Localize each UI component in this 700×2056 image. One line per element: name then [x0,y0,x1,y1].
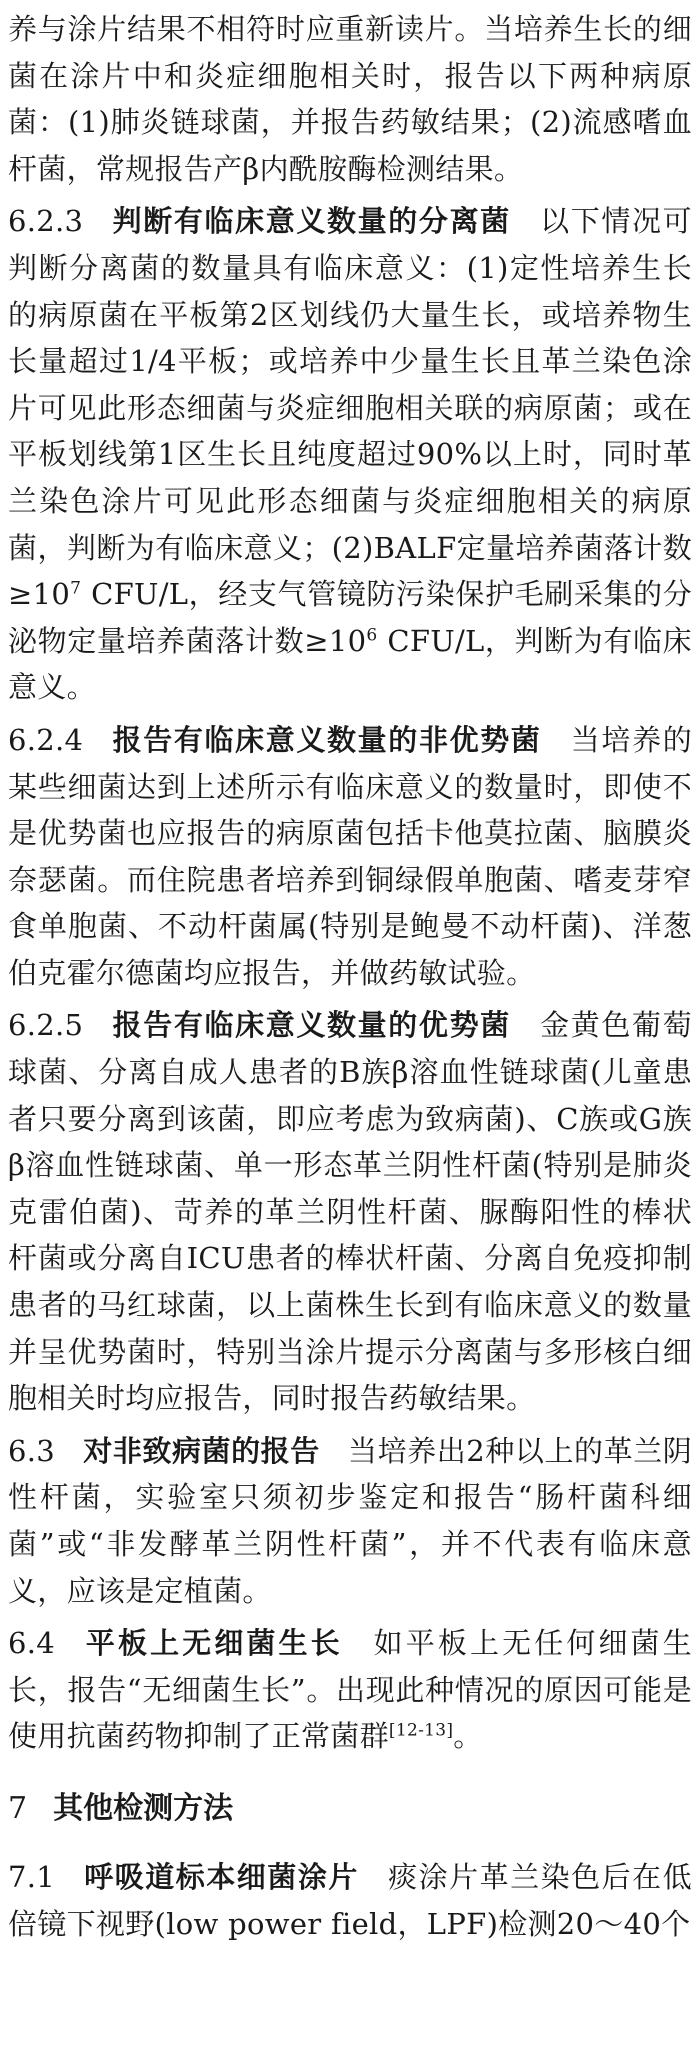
section-number: 7 [8,1790,28,1826]
subsection-body: 如平板上无任何细菌生长，报告“无细菌生长”。出现此种情况的原因可能是使用抗菌药物抑制了正常菌群 [8,1626,692,1754]
subsection-number: 6.2.5 [8,1008,84,1043]
subsection-body: 当培养出2种以上的革兰阴性杆菌，实验室只须初步鉴定和报告“肠杆菌科细菌”或“非发酵革兰阴性杆菌”，并不代表有临床意义，应该是定植菌。 [8,1433,692,1608]
subsection-number: 6.2.3 [8,204,84,239]
exponent: 6 [366,625,378,646]
subsection-body-end: CFU/L，判断为有临床意义。 [8,623,692,705]
subsection-6-2-3 [8,198,692,711]
subsection-6-3 [8,1428,692,1614]
section-title: 其他检测方法 [53,1790,234,1826]
subsection-7-1 [8,1854,692,1947]
subsection-body: 痰涂片革兰染色后在低倍镜下视野(low power field，LPF)检测20～40个 [8,1859,692,1941]
subsection-title: 判断有临床意义数量的分离菌 [111,204,511,239]
subsection-title: 平板上无细菌生长 [83,1626,343,1661]
subsection-title: 呼吸道标本细菌涂片 [83,1859,359,1894]
paragraph-text: 养与涂片结果不相符时应重新读片。当培养生长的细菌在涂片中和炎症细胞相关时，报告以下两种病原菌：(1)肺炎链球菌，并报告药敏结果；(2)流感嗜血杆菌，常规报告产β内酰胺酶检测结果。 [8,12,692,186]
subsection-6-2-5 [8,1002,692,1421]
subsection-title: 报告有临床意义数量的非优势菌 [111,722,542,757]
subsection-6-2-4 [8,717,692,997]
subsection-title: 对非致病菌的报告 [83,1433,320,1468]
paragraph-continued [8,6,692,192]
subsection-number: 6.3 [8,1433,56,1468]
subsection-body: 以下情况可判断分离菌的数量具有临床意义：(1)定性培养生长的病原菌在平板第2区划线仍大量生长，或培养物生长量超过1/4平板；或培养中少量生长且革兰染色涂片可见此形态细菌与炎症细胞相关联的病原菌；或在平板划线第1区生长且纯度超过90%以上时，同时革兰染色涂片可见此形态细菌与炎症细胞相关的病原菌，判断为有临床意义；(2)BALF定量培养菌落计数≥10 [8,204,692,612]
subsection-title: 报告有临床意义数量的优势菌 [111,1008,511,1043]
subsection-6-4 [8,1620,692,1760]
section-heading-7 [8,1786,692,1832]
subsection-number: 6.2.4 [8,722,84,757]
subsection-body-cont: CFU/L，经支气管镜防污染保护毛刷采集的分泌物定量培养菌落计数≥10 [8,577,692,658]
subsection-body-end: 。 [453,1719,483,1754]
subsection-body: 金黄色葡萄球菌、分离自成人患者的B族β溶血性链球菌(儿童患者只要分离到该菌，即应考虑为致病菌)、C族或G族β溶血性链球菌、单一形态革兰阴性杆菌(特别是肺炎克雷伯菌)、苛养的革兰阴性杆菌、脲酶阳性的棒状杆菌或分离自ICU患者的棒状杆菌、分离自免疫抑制患者的马红球菌，以上菌株生长到有临床意义的数量并呈优势菌时，特别当涂片提示分离菌与多形核白细胞相关时均应报告，同时报告药敏结果。 [8,1008,692,1416]
subsection-number: 7.1 [8,1859,56,1894]
exponent: 7 [70,578,82,599]
subsection-number: 6.4 [8,1626,56,1661]
subsection-body: 当培养的某些细菌达到上述所示有临床意义的数量时，即使不是优势菌也应报告的病原菌包括卡他莫拉菌、脑膜炎奈瑟菌。而住院患者培养到铜绿假单胞菌、嗜麦芽窄食单胞菌、不动杆菌属(特别是鲍曼不动杆菌)、洋葱伯克霍尔德菌均应报告，并做药敏试验。 [8,722,692,990]
citation: [12-13] [388,1720,454,1741]
